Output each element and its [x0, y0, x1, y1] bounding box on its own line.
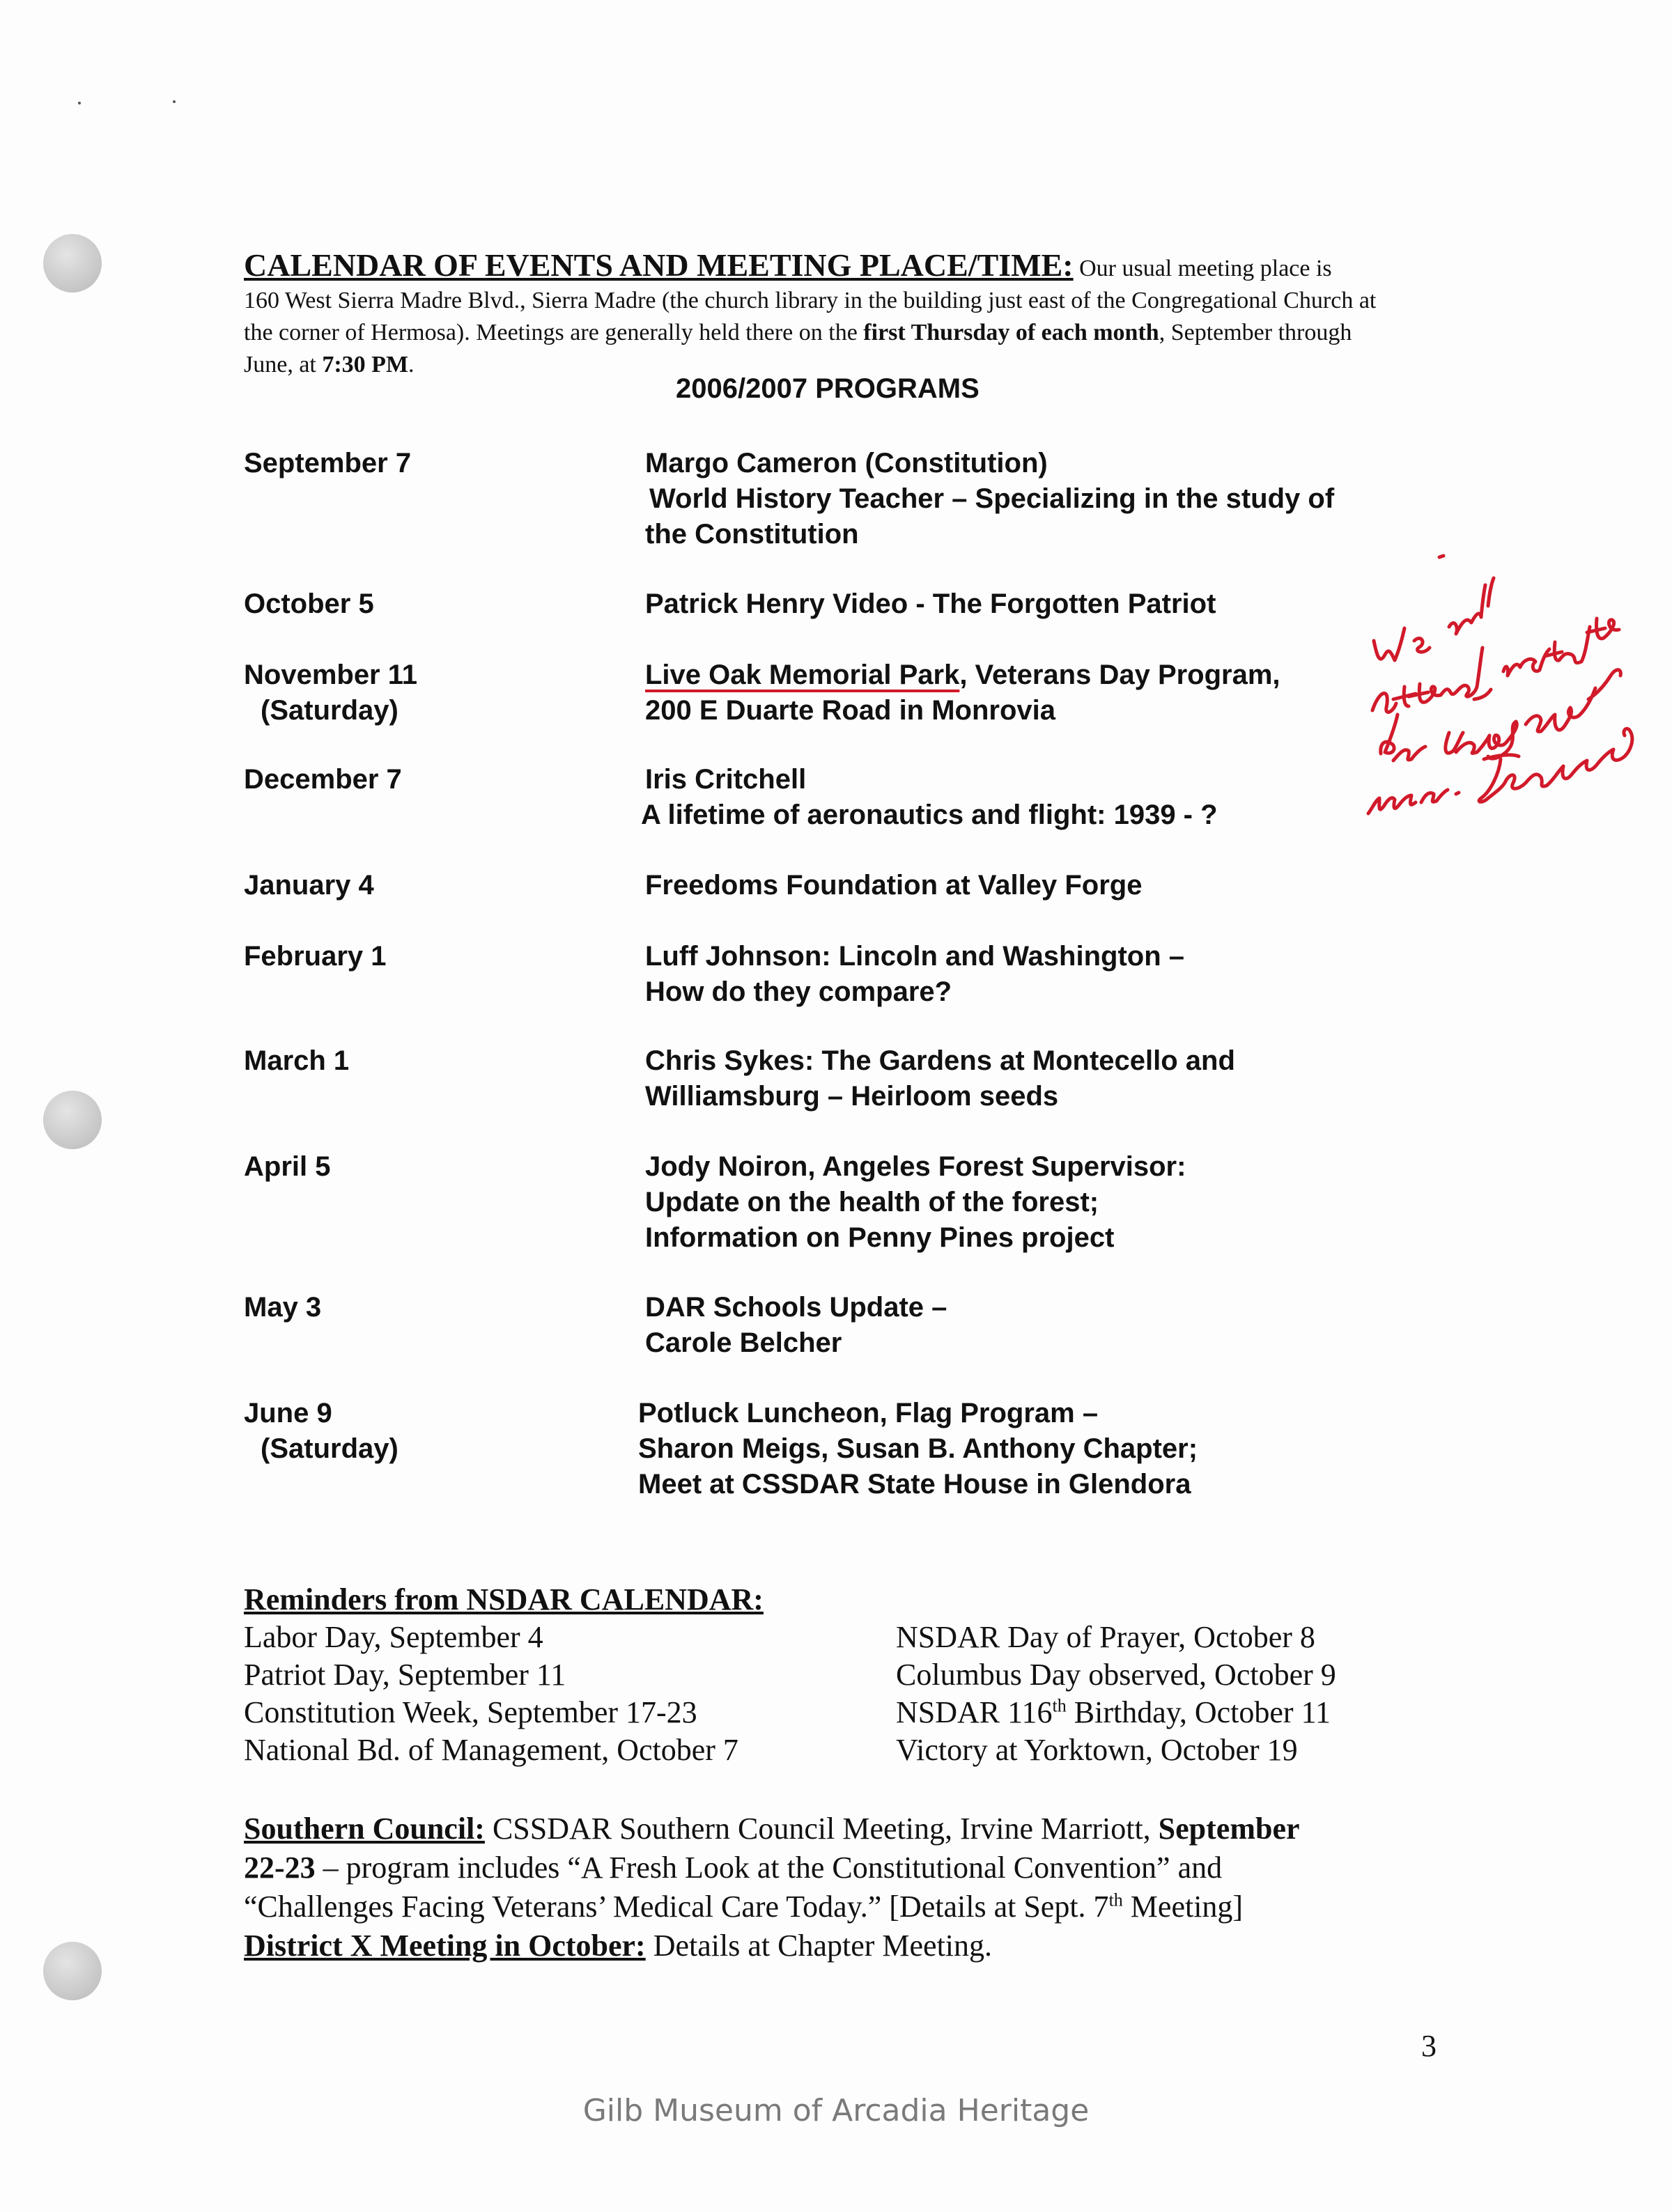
- intro-text: , September through: [1159, 320, 1352, 345]
- reminders-title: Reminders from NSDAR CALENDAR:: [244, 1582, 764, 1617]
- reminder-item: National Bd. of Management, October 7: [244, 1733, 738, 1767]
- programs-title: 2006/2007 PROGRAMS: [676, 373, 980, 404]
- program-date: December 7: [244, 764, 402, 795]
- watermark-footer: Gilb Museum of Arcadia Heritage: [582, 2093, 1090, 2128]
- intro-text: June, at: [244, 352, 316, 377]
- reminder-item: Victory at Yorktown, October 19: [896, 1733, 1298, 1767]
- reminder-text: NSDAR 116: [896, 1695, 1053, 1729]
- program-line: Potluck Luncheon, Flag Program –: [638, 1398, 1099, 1428]
- program-line: Carole Belcher: [645, 1327, 842, 1358]
- binder-hole-top: [43, 234, 102, 293]
- program-date: June 9: [244, 1398, 332, 1428]
- calendar-heading: CALENDAR OF EVENTS AND MEETING PLACE/TIME:: [244, 247, 1074, 283]
- handwritten-annotation: [1352, 550, 1644, 843]
- program-line: Chris Sykes: The Gardens at Montecello and: [645, 1045, 1235, 1076]
- council-text: CSSDAR Southern Council Meeting, Irvine Marriott,: [484, 1812, 1159, 1846]
- council-text: – program includes “A Fresh Look at the Constitutional Convention” and: [315, 1851, 1223, 1885]
- meeting-day: first Thursday of each month: [863, 320, 1159, 345]
- program-line: Luff Johnson: Lincoln and Washington –: [645, 941, 1184, 972]
- binder-hole-bottom: [43, 1942, 102, 2000]
- program-date: May 3: [244, 1292, 322, 1323]
- program-line: the Constitution: [645, 519, 859, 550]
- page-number: 3: [1421, 2029, 1437, 2063]
- underlined-venue: Live Oak Memorial Park: [645, 660, 960, 690]
- program-date: September 7: [244, 448, 412, 478]
- program-date-note: (Saturday): [261, 695, 398, 726]
- ordinal-suffix: th: [1108, 1890, 1123, 1910]
- program-line: Iris Critchell: [645, 764, 807, 795]
- reminder-text: Birthday, October 11: [1066, 1695, 1331, 1729]
- reminder-item: Columbus Day observed, October 9: [896, 1658, 1336, 1692]
- meeting-info: [244, 249, 1456, 381]
- scan-speck: [173, 100, 176, 103]
- ordinal-suffix: th: [1052, 1695, 1067, 1716]
- program-line: A lifetime of aeronautics and flight: 1939 - ?: [641, 800, 1218, 830]
- intro-text: 160 West Sierra Madre Blvd., Sierra Madre (the church library in the building just east of the Congregational Church at: [244, 288, 1377, 313]
- reminder-item: Labor Day, September 4: [244, 1620, 543, 1654]
- reminder-item: Constitution Week, September 17-23: [244, 1695, 697, 1729]
- program-line: Margo Cameron (Constitution): [645, 448, 1048, 478]
- program-line: Freedoms Foundation at Valley Forge: [645, 870, 1143, 901]
- reminder-item: NSDAR Day of Prayer, October 8: [896, 1620, 1315, 1654]
- district-text: Details at Chapter Meeting.: [645, 1929, 993, 1963]
- council-dates: 22-23: [244, 1851, 316, 1885]
- southern-council-section: [244, 1809, 1428, 1965]
- southern-council-label: Southern Council:: [244, 1812, 485, 1846]
- council-dates: September: [1158, 1812, 1300, 1846]
- intro-text: the corner of Hermosa). Meetings are generally held there on the: [244, 320, 858, 345]
- council-text: Meeting]: [1122, 1890, 1244, 1924]
- intro-text: Our usual meeting place is: [1079, 256, 1332, 281]
- program-line: Meet at CSSDAR State House in Glendora: [638, 1469, 1191, 1500]
- district-label: District X Meeting in October:: [244, 1929, 646, 1963]
- council-text: “Challenges Facing Veterans’ Medical Care Today.” [Details at Sept. 7: [244, 1890, 1109, 1924]
- reminder-item: [896, 1694, 1336, 1731]
- binder-hole-middle: [43, 1091, 102, 1149]
- program-line: Update on the health of the forest;: [645, 1187, 1099, 1217]
- program-line: Sharon Meigs, Susan B. Anthony Chapter;: [638, 1433, 1198, 1464]
- meeting-time: 7:30 PM: [322, 352, 409, 377]
- reminders-right-column: [896, 1619, 1336, 1769]
- scan-speck: [78, 102, 81, 104]
- program-date: November 11: [244, 660, 418, 690]
- program-line: World History Teacher – Specializing in the study of: [649, 483, 1335, 514]
- reminder-item: Patriot Day, September 11: [244, 1658, 566, 1692]
- program-line: Jody Noiron, Angeles Forest Supervisor:: [645, 1151, 1186, 1182]
- reminders-section: [244, 1581, 1428, 1767]
- program-date: February 1: [244, 941, 387, 972]
- program-date: March 1: [244, 1045, 350, 1076]
- program-line: Williamsburg – Heirloom seeds: [645, 1081, 1059, 1112]
- program-date: January 4: [244, 870, 374, 901]
- reminders-left-column: [244, 1619, 738, 1769]
- intro-text: .: [408, 352, 415, 377]
- program-line: Patrick Henry Video - The Forgotten Patriot: [645, 589, 1216, 619]
- program-line: Information on Penny Pines project: [645, 1222, 1115, 1253]
- program-date: October 5: [244, 589, 374, 619]
- program-date-note: (Saturday): [261, 1433, 398, 1464]
- program-line: , Veterans Day Program,: [959, 660, 1280, 690]
- program-line: 200 E Duarte Road in Monrovia: [645, 695, 1056, 726]
- program-date: April 5: [244, 1151, 331, 1182]
- program-line: DAR Schools Update –: [645, 1292, 947, 1323]
- program-line: How do they compare?: [645, 976, 952, 1007]
